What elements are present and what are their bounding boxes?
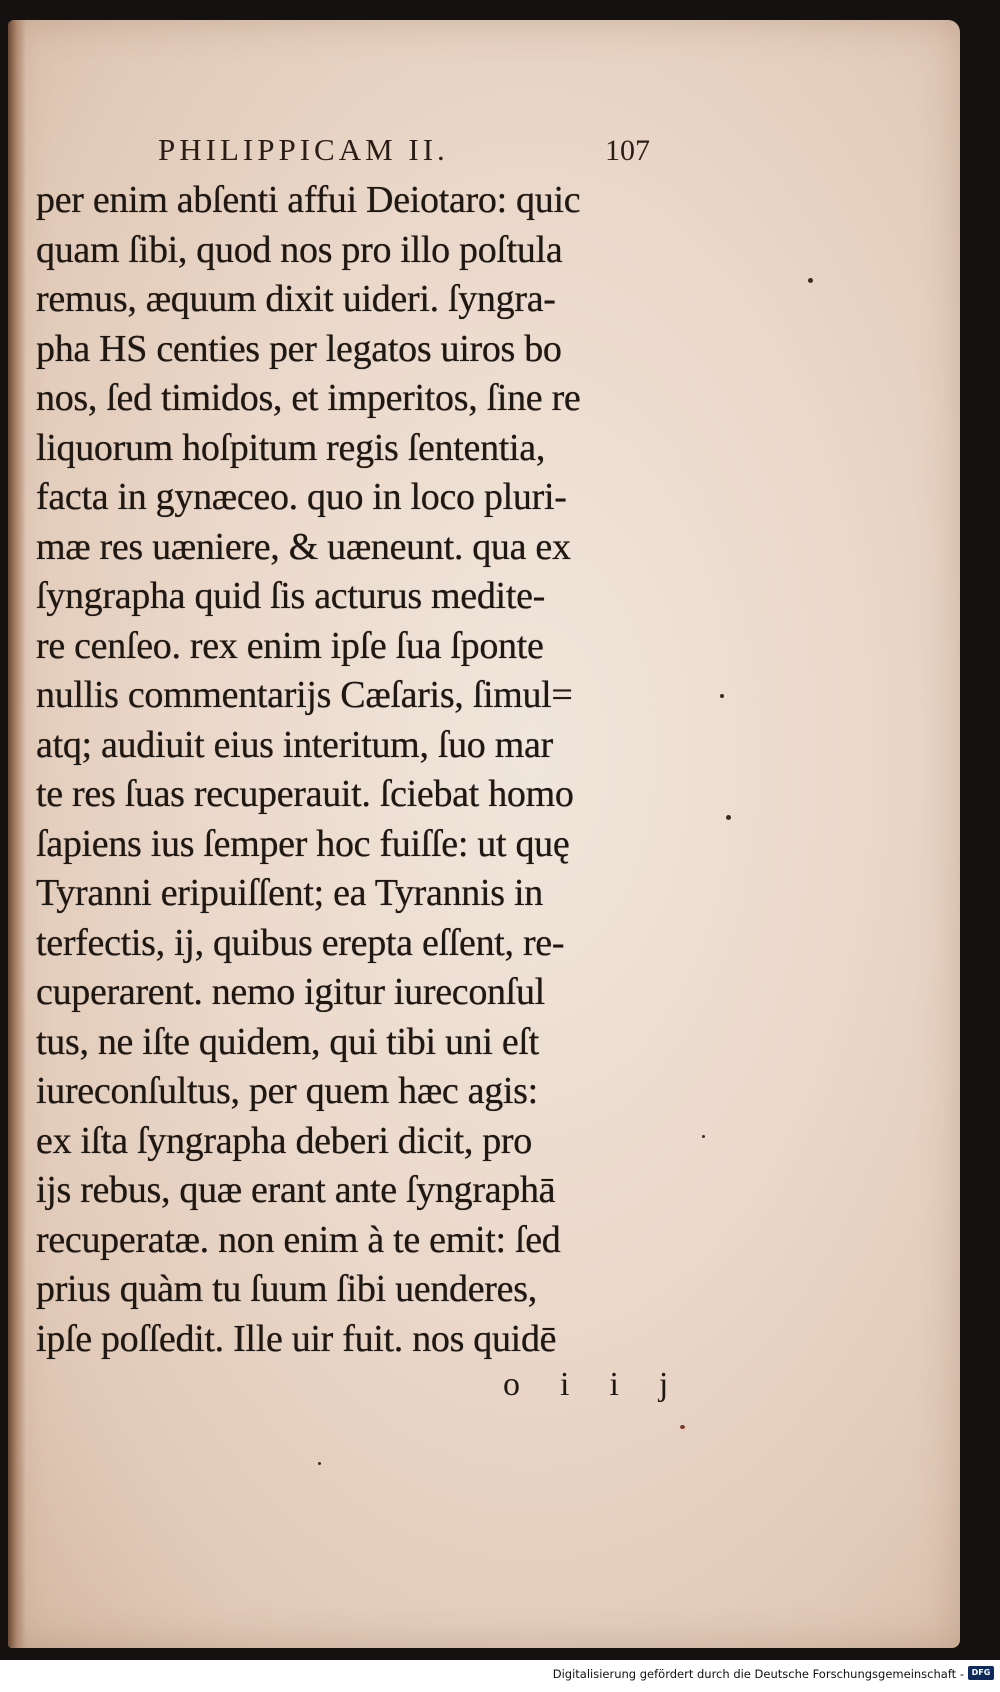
text-line: prius quàm tu ſuum ſibi uenderes, [36,1268,537,1310]
page-number: 107 [605,134,650,167]
paper-speck [702,1135,705,1138]
text-line: remus, æquum dixit uideri. ſyngra- [36,278,556,320]
signature-mark [503,1366,708,1404]
paper-speck [680,1425,685,1429]
text-line: per enim abſenti affui Deiotaro: quic [36,179,581,221]
text-line: quam ſibi, quod nos pro illo poſtula [36,228,563,271]
running-head-title: PHILIPPICAM II. [158,132,449,167]
text-line: ipſe poſſedit. Ille uir fuit. nos quidē [36,1317,557,1360]
text-line: ex iſta ſyngrapha deberi dicit, pro [36,1119,532,1162]
body-text [36,176,706,1364]
text-line: ſyngrapha quid ſis acturus medite- [36,575,545,617]
text-line: mæ res uæniere, & uæneunt. qua ex [36,525,571,568]
book-page [8,20,960,1648]
signature-number: iij [560,1366,709,1403]
text-line: Tyranni eripuiſſent; ea Tyrannis in [36,872,543,914]
text-line: ijs rebus, quæ erant ante ſyngraphā [36,1169,556,1211]
dfg-logo-icon: DFG [968,1666,994,1680]
digitization-footer [0,1660,1000,1692]
paper-speck [318,1462,321,1465]
text-line: ſapiens ius ſemper hoc fuiſſe: ut quę [36,822,570,865]
page-gutter-shadow [8,20,26,1648]
text-line: te res ſuas recuperauit. ſciebat homo [36,773,574,815]
paper-speck [808,278,813,283]
text-line: re cenſeo. rex enim ipſe ſua ſponte [36,624,544,667]
text-line: terfectis, ij, quibus erepta eſſent, re- [36,921,565,964]
signature-letter: o [503,1366,560,1403]
paper-speck [720,694,724,698]
text-line: cuperarent. nemo igitur iureconſul [36,971,545,1013]
text-line: recuperatæ. non enim à te emit: ſed [36,1218,561,1261]
text-line: atq; audiuit eius interitum, ſuo mar [36,723,553,766]
funding-credit: Digitalisierung gefördert durch die Deutsche Forschungsgemeinschaft - [552,1667,964,1681]
text-line: liquorum hoſpitum regis ſententia, [36,426,546,469]
paper-speck [726,815,731,820]
text-line: nos, ſed timidos, et imperitos, ſine re [36,377,581,419]
text-line: iureconſultus, per quem hæc agis: [36,1070,538,1112]
text-line: facta in gynæceo. quo in loco pluri- [36,476,567,518]
text-line: tus, ne iſte quidem, qui tibi uni eſt [36,1020,539,1063]
text-line: nullis commentarijs Cæſaris, ſimul= [36,674,573,716]
running-head [28,114,728,184]
text-line: pha HS centies per legatos uiros bo [36,327,562,370]
